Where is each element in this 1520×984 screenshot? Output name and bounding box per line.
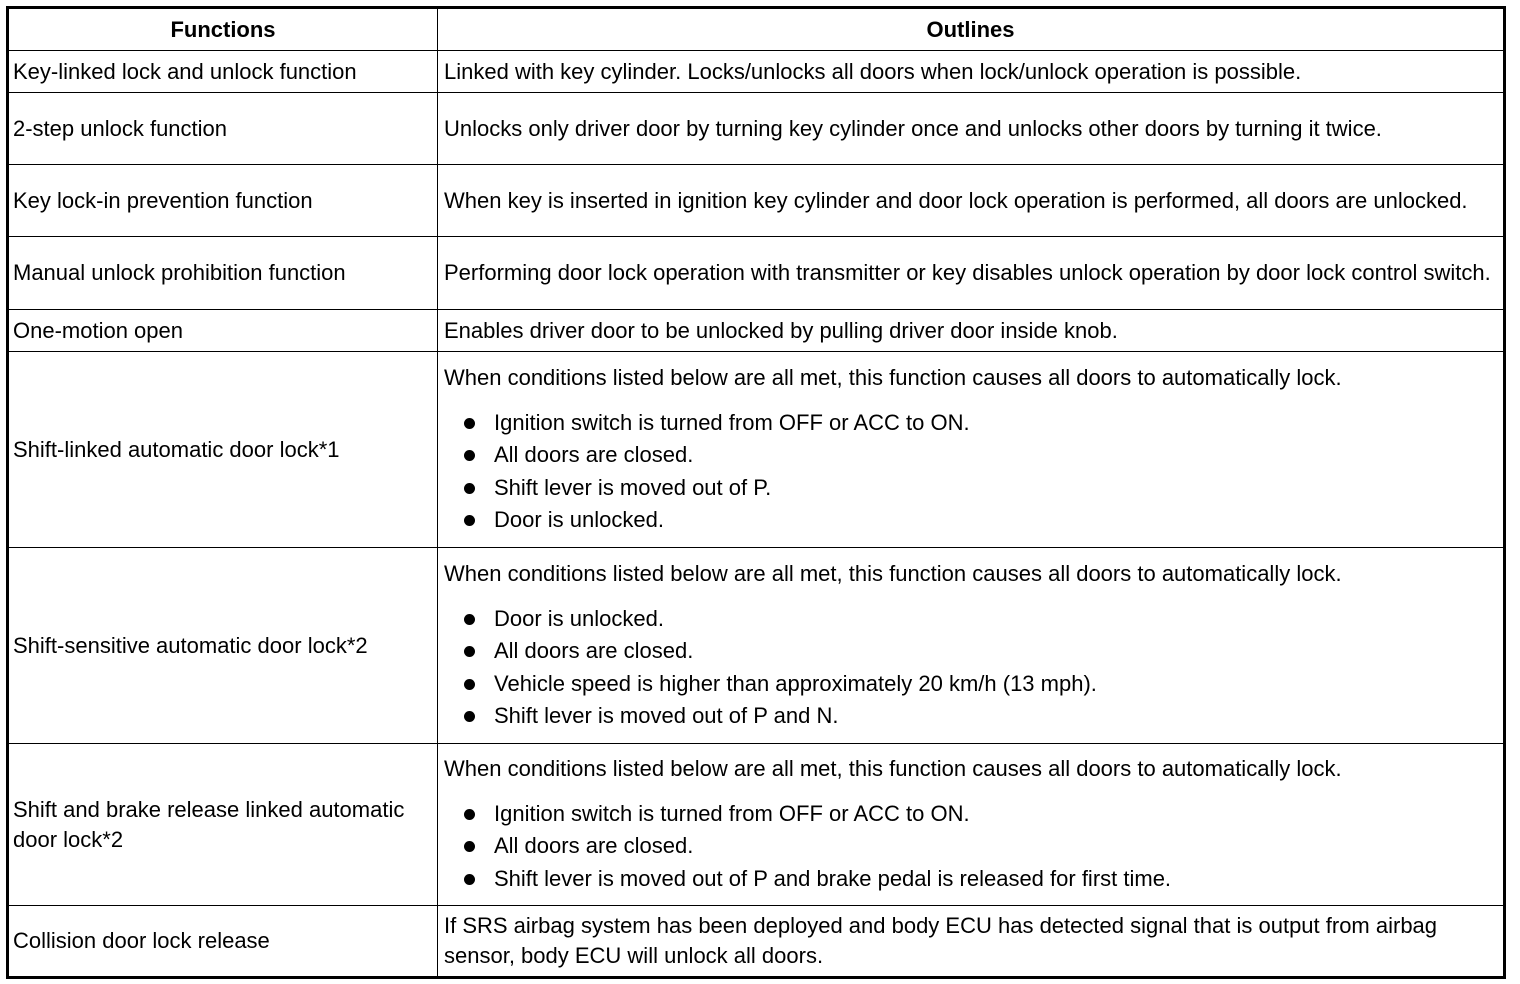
outline-text: If SRS airbag system has been deployed and body ECU has detected signal that is output from airbag sensor, body ECU will unlock all doors.: [444, 913, 1438, 968]
outline-text: When key is inserted in ignition key cylinder and door lock operation is performed, all doors are unlocked.: [444, 187, 1468, 213]
list-item: All doors are closed.: [464, 830, 1497, 863]
function-cell: [9, 51, 438, 92]
list-item: All doors are closed.: [464, 439, 1497, 472]
outline-cell: [438, 237, 1503, 309]
function-name: Collision door lock release: [13, 928, 270, 953]
function-cell: [9, 744, 438, 905]
outline-cell: [438, 548, 1503, 743]
header-functions: Functions: [9, 9, 438, 50]
function-cell: [9, 906, 438, 976]
outline-cell: [438, 310, 1503, 351]
list-item: Ignition switch is turned from OFF or ACC to ON.: [464, 407, 1497, 440]
list-item: Shift lever is moved out of P and N.: [464, 700, 1497, 733]
outline-intro: When conditions listed below are all met, this function causes all doors to automatically lock.: [444, 755, 1342, 781]
outline-text: Linked with key cylinder. Locks/unlocks all doors when lock/unlock operation is possible.: [444, 58, 1302, 84]
table-row: [9, 236, 1503, 309]
outline-cell: [438, 352, 1503, 547]
list-item: Ignition switch is turned from OFF or ACC to ON.: [464, 798, 1497, 831]
outline-intro: When conditions listed below are all met, this function causes all doors to automatically lock.: [444, 364, 1342, 390]
table-row: [9, 547, 1503, 743]
outline-cell: [438, 165, 1503, 236]
condition-list: [444, 603, 1497, 733]
table-row: [9, 743, 1503, 905]
table-row: [9, 92, 1503, 164]
header-outlines: Outlines: [926, 16, 1015, 42]
table-row: [9, 351, 1503, 547]
list-item: All doors are closed.: [464, 635, 1497, 668]
function-name: Shift-linked automatic door lock*1: [13, 436, 340, 462]
function-name: Manual unlock prohibition function: [13, 260, 346, 285]
outline-cell: [438, 906, 1503, 976]
outline-text: Unlocks only driver door by turning key cylinder once and unlocks other doors by turning it twice.: [444, 115, 1382, 141]
function-cell: [9, 548, 438, 743]
outline-text: Enables driver door to be unlocked by pulling driver door inside knob.: [444, 317, 1118, 343]
function-cell: [9, 165, 438, 236]
table-row: [9, 50, 1503, 92]
table-row: [9, 905, 1503, 976]
outline-cell: [438, 51, 1503, 92]
condition-list: [444, 798, 1497, 896]
table-row: [9, 164, 1503, 236]
outline-cell: [438, 744, 1503, 905]
function-name: Shift and brake release linked automatic door lock*2: [13, 796, 405, 852]
functions-table: [6, 6, 1506, 979]
list-item: Shift lever is moved out of P and brake pedal is released for first time.: [464, 863, 1497, 896]
list-item: Door is unlocked.: [464, 603, 1497, 636]
function-name: One-motion open: [13, 317, 183, 343]
condition-list: [444, 407, 1497, 537]
outline-text: Performing door lock operation with transmitter or key disables unlock operation by door lock control switch.: [444, 260, 1491, 285]
list-item: Shift lever is moved out of P.: [464, 472, 1497, 505]
function-name: 2-step unlock function: [13, 115, 228, 141]
outline-cell: [438, 93, 1503, 164]
list-item: Vehicle speed is higher than approximately 20 km/h (13 mph).: [464, 668, 1497, 701]
outline-intro: When conditions listed below are all met, this function causes all doors to automatically lock.: [444, 560, 1342, 586]
function-cell: [9, 237, 438, 309]
table-header-row: [9, 9, 1503, 50]
table-row: [9, 309, 1503, 351]
list-item: Door is unlocked.: [464, 504, 1497, 537]
function-name: Shift-sensitive automatic door lock*2: [13, 632, 368, 658]
function-cell: [9, 352, 438, 547]
function-name: Key lock-in prevention function: [13, 187, 313, 213]
function-name: Key-linked lock and unlock function: [13, 58, 357, 84]
function-cell: [9, 93, 438, 164]
function-cell: [9, 310, 438, 351]
